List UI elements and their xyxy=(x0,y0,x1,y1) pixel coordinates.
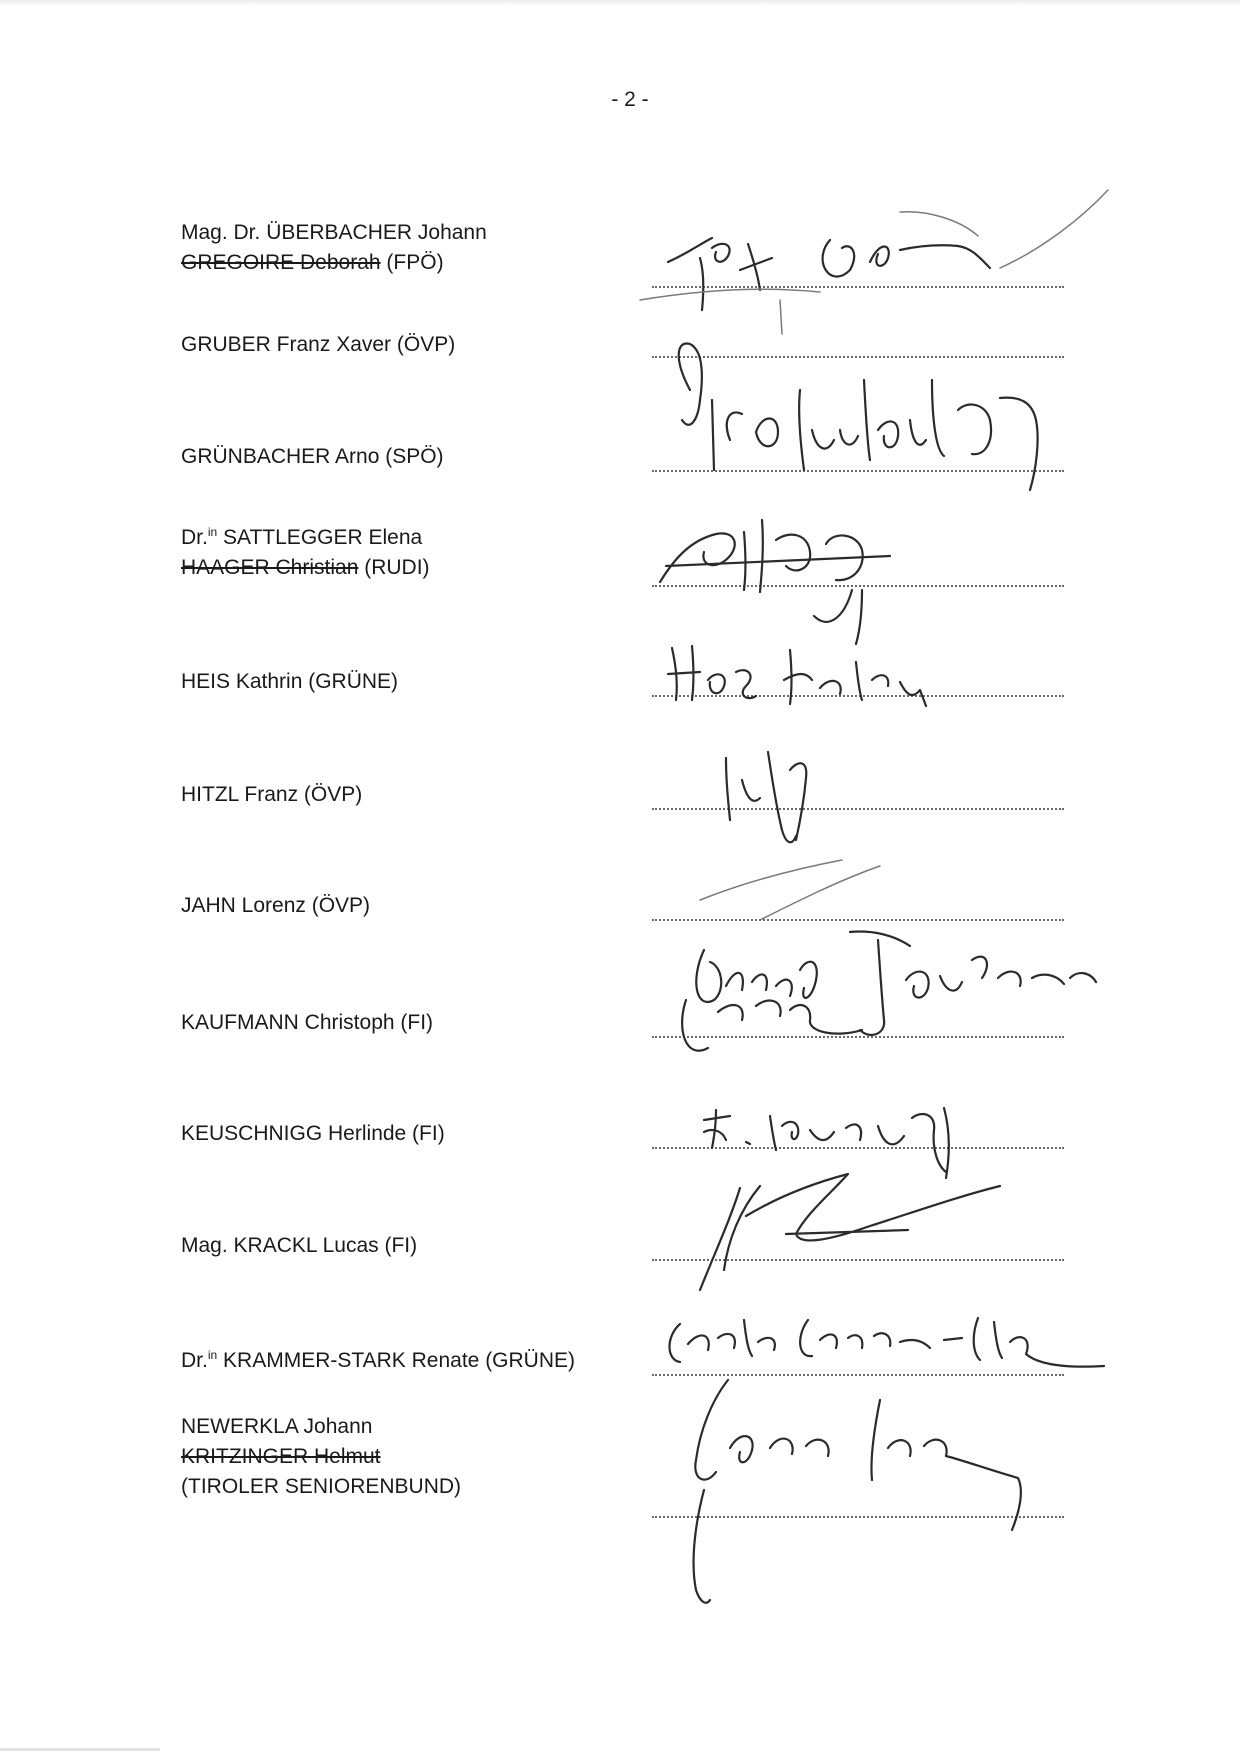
signatory-gruber xyxy=(181,330,455,360)
signatory-kaufmann xyxy=(181,1008,433,1038)
signature-keuschnigg xyxy=(704,1108,949,1178)
signature-krammer-stark xyxy=(670,1318,1105,1367)
signatory-name-line: Mag. KRACKL Lucas (FI) xyxy=(181,1234,418,1257)
signatory-replacement-line xyxy=(181,1442,461,1472)
signature-sattlegger xyxy=(660,520,890,644)
signature-line-jahn xyxy=(652,919,1064,921)
signature-line-hitzl xyxy=(652,808,1064,810)
signatory-name-line: NEWERKLA Johann xyxy=(181,1415,373,1438)
signatory-name-line: JAHN Lorenz (ÖVP) xyxy=(181,894,371,917)
signatory-gruenbacher xyxy=(181,442,444,472)
signatory-heis xyxy=(181,667,398,697)
signatory-name-line: GRÜNBACHER Arno (SPÖ) xyxy=(181,445,444,468)
struck-name: HAAGER Christian xyxy=(181,556,359,579)
page-number: - 2 - xyxy=(611,88,649,111)
signatory-party-line: (TIROLER SENIORENBUND) xyxy=(181,1475,462,1498)
signature-newerkla xyxy=(694,1380,1021,1603)
signatory-name-line: HITZL Franz (ÖVP) xyxy=(181,783,363,806)
signature-krackl xyxy=(700,1174,1000,1290)
signatory-jahn xyxy=(181,891,370,921)
signatory-replacement-line: GREGOIRE Deborah (FPÖ) xyxy=(181,251,444,274)
signatory-keuschnigg xyxy=(181,1119,445,1149)
signatory-krammer-stark xyxy=(181,1346,575,1376)
signatory-name-line: Dr.$^{in}$ SATTLEGGER Elena xyxy=(181,525,423,549)
signature-ueberbacher xyxy=(640,190,1108,334)
signatory-hitzl xyxy=(181,780,362,810)
signatory-newerkla xyxy=(181,1412,461,1502)
signature-line-gruber xyxy=(652,356,1064,358)
signatory-krackl xyxy=(181,1231,417,1261)
signature-line-ueberbacher xyxy=(652,286,1064,288)
signature-heis xyxy=(668,646,926,706)
signatory-name-line: KEUSCHNIGG Herlinde (FI) xyxy=(181,1122,445,1145)
signature-line-kaufmann xyxy=(652,1036,1064,1038)
page-edge-mark xyxy=(0,1748,160,1751)
signature-line-krammer-stark xyxy=(652,1374,1064,1376)
signature-gruenbacher xyxy=(679,343,1038,490)
signatory-name-line: KAUFMANN Christoph (FI) xyxy=(181,1011,434,1034)
signature-line-keuschnigg xyxy=(652,1147,1064,1149)
signatory-name-line: Mag. Dr. ÜBERBACHER Johann xyxy=(181,221,487,244)
signatory-name-line: Dr.$^{in}$ KRAMMER-STARK Renate (GRÜNE) xyxy=(181,1348,576,1372)
signatory-sattlegger xyxy=(181,523,430,583)
signatory-ueberbacher xyxy=(181,218,487,278)
signature-line-gruenbacher xyxy=(652,470,1064,472)
struck-name: GREGOIRE Deborah xyxy=(181,251,381,274)
signatory-replacement-line: HAAGER Christian (RUDI) xyxy=(181,556,430,579)
signatory-name-line: GRUBER Franz Xaver (ÖVP) xyxy=(181,333,456,356)
struck-name: KRITZINGER Helmut xyxy=(181,1445,381,1468)
page-edge-shadow xyxy=(0,0,1240,6)
signature-line-newerkla xyxy=(652,1516,1064,1518)
signature-line-krackl xyxy=(652,1259,1064,1261)
signature-line-heis xyxy=(652,695,1064,697)
signature-hitzl xyxy=(726,752,806,842)
signatory-name-line: HEIS Kathrin (GRÜNE) xyxy=(181,670,399,693)
signature-jahn-kaufmann xyxy=(682,860,1096,1051)
signature-line-sattlegger xyxy=(652,585,1064,587)
